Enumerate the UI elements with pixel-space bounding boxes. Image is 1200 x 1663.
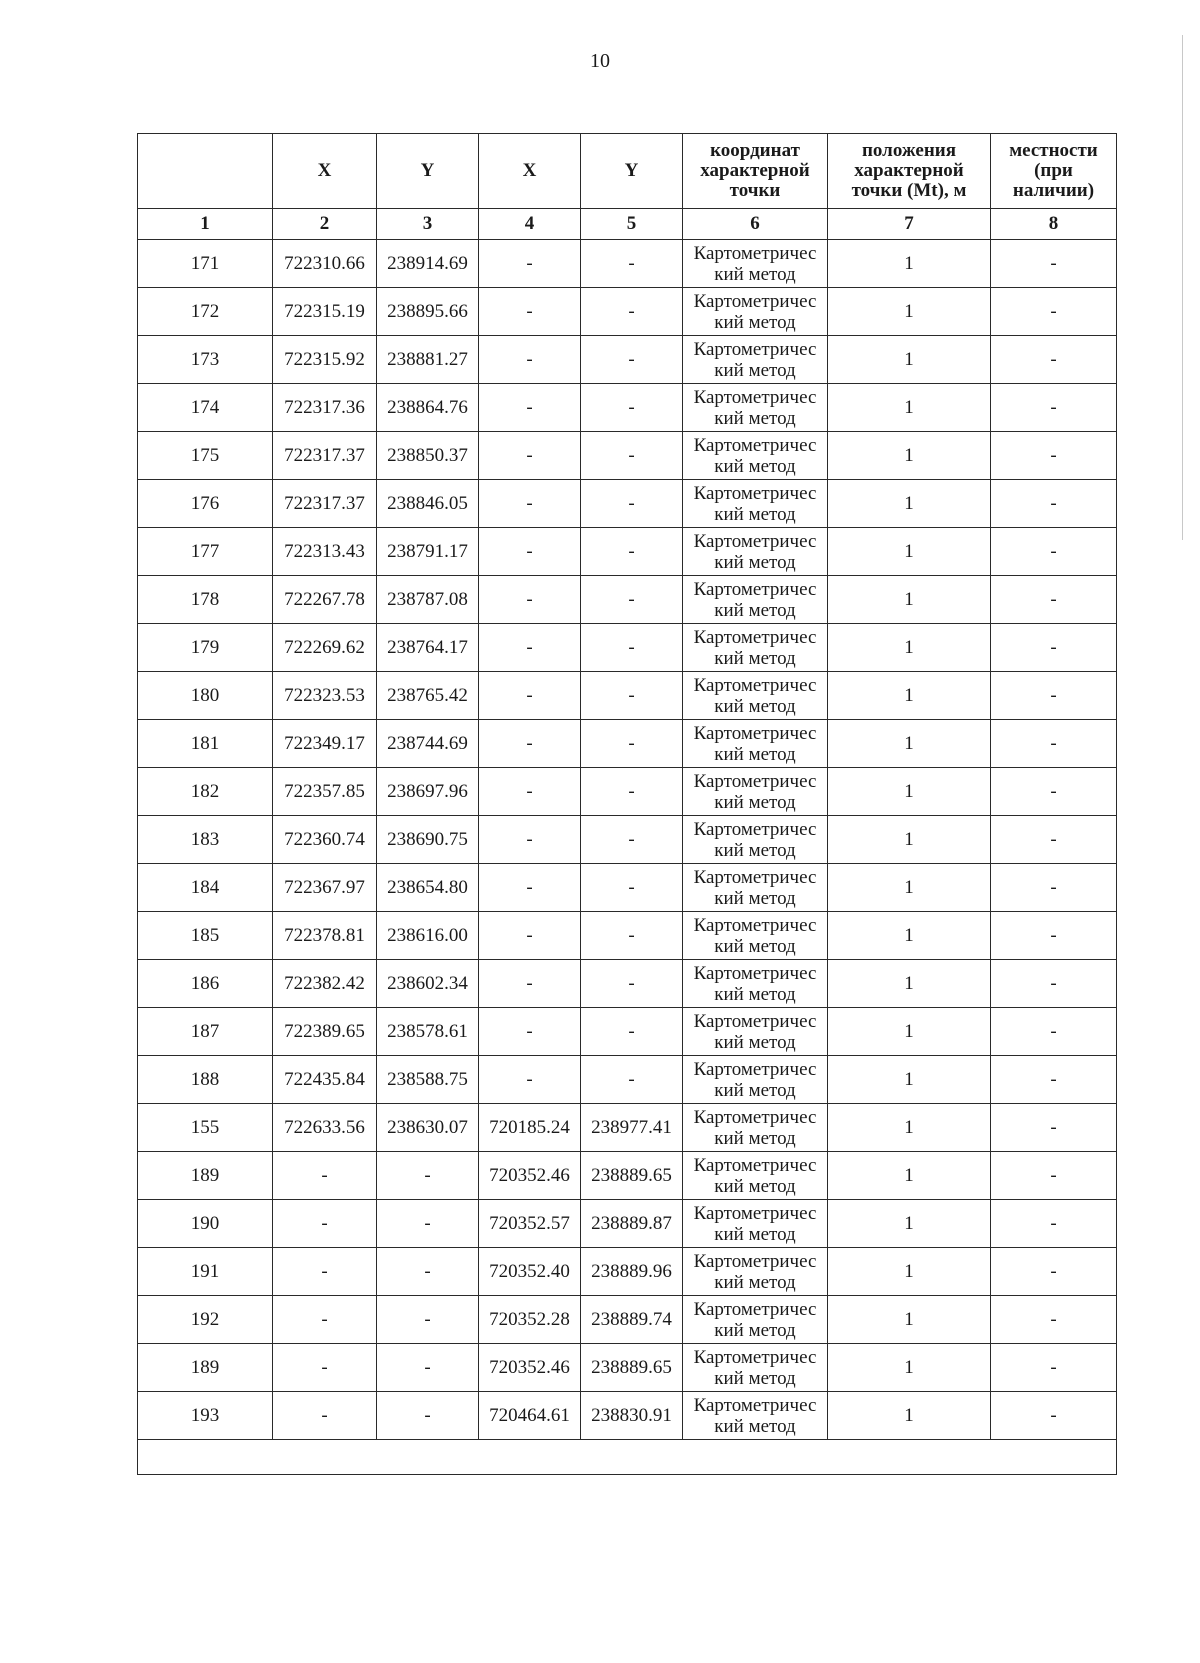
- y-new-cell: -: [581, 432, 683, 480]
- x-new-cell: 720352.40: [479, 1248, 581, 1296]
- method-text-line: Картометричес: [693, 914, 817, 936]
- point-number-cell: 188: [138, 1056, 273, 1104]
- point-number-cell: 183: [138, 816, 273, 864]
- accuracy-cell: 1: [828, 1104, 991, 1152]
- y-new-cell: -: [581, 1056, 683, 1104]
- method-text-line: кий метод: [714, 647, 796, 669]
- x-existing-cell: 722317.37: [273, 432, 377, 480]
- y-existing-cell: 238697.96: [377, 768, 479, 816]
- table-row: [138, 336, 1117, 384]
- y-existing-cell: -: [377, 1392, 479, 1440]
- table-row: [138, 432, 1117, 480]
- x-new-cell: -: [479, 384, 581, 432]
- method-cell: [683, 912, 828, 960]
- point-number-cell: 181: [138, 720, 273, 768]
- table-row: [138, 912, 1117, 960]
- coordinates-table: [137, 133, 1117, 1475]
- y-new-cell: -: [581, 960, 683, 1008]
- method-text-line: кий метод: [714, 1175, 796, 1197]
- y-new-cell: -: [581, 768, 683, 816]
- table-row: [138, 816, 1117, 864]
- accuracy-cell: 1: [828, 384, 991, 432]
- method-text-line: Картометричес: [693, 290, 817, 312]
- page-number: 10: [590, 50, 610, 72]
- table-row: [138, 1200, 1117, 1248]
- y-existing-cell: 238690.75: [377, 816, 479, 864]
- point-number-cell: 178: [138, 576, 273, 624]
- method-cell: [683, 864, 828, 912]
- accuracy-cell: 1: [828, 288, 991, 336]
- method-text-line: кий метод: [714, 599, 796, 621]
- y-existing-cell: 238602.34: [377, 960, 479, 1008]
- scan-edge-line: [1182, 35, 1183, 540]
- method-text-line: Картометричес: [693, 1106, 817, 1128]
- method-cell: [683, 1152, 828, 1200]
- method-cell: [683, 720, 828, 768]
- x-existing-cell: 722378.81: [273, 912, 377, 960]
- accuracy-cell: 1: [828, 1056, 991, 1104]
- accuracy-cell: 1: [828, 1152, 991, 1200]
- method-text-line: кий метод: [714, 983, 796, 1005]
- y-existing-cell: 238895.66: [377, 288, 479, 336]
- x-existing-cell: 722382.42: [273, 960, 377, 1008]
- table-row: [138, 480, 1117, 528]
- description-cell: -: [991, 528, 1117, 576]
- method-cell: [683, 768, 828, 816]
- point-number-cell: 190: [138, 1200, 273, 1248]
- y-existing-cell: 238914.69: [377, 240, 479, 288]
- column-number-row: [138, 209, 1117, 240]
- method-cell: [683, 960, 828, 1008]
- method-text-line: кий метод: [714, 263, 796, 285]
- point-number-cell: 191: [138, 1248, 273, 1296]
- header-description: местности (при наличии): [991, 134, 1117, 209]
- y-existing-cell: -: [377, 1152, 479, 1200]
- point-number-cell: 193: [138, 1392, 273, 1440]
- description-cell: -: [991, 480, 1117, 528]
- accuracy-cell: 1: [828, 672, 991, 720]
- method-cell: [683, 1248, 828, 1296]
- method-text-line: Картометричес: [693, 1298, 817, 1320]
- header-y-new: Y: [581, 134, 683, 209]
- method-cell: [683, 288, 828, 336]
- method-text-line: кий метод: [714, 311, 796, 333]
- point-number-cell: 176: [138, 480, 273, 528]
- column-number: 2: [273, 209, 377, 240]
- accuracy-cell: 1: [828, 1008, 991, 1056]
- y-existing-cell: 238846.05: [377, 480, 479, 528]
- x-new-cell: -: [479, 528, 581, 576]
- method-cell: [683, 624, 828, 672]
- x-existing-cell: 722367.97: [273, 864, 377, 912]
- table-empty-footer-row: [138, 1440, 1117, 1475]
- point-number-cell: 187: [138, 1008, 273, 1056]
- x-existing-cell: -: [273, 1152, 377, 1200]
- description-cell: -: [991, 1248, 1117, 1296]
- method-text-line: Картометричес: [693, 866, 817, 888]
- y-existing-cell: -: [377, 1248, 479, 1296]
- x-existing-cell: 722389.65: [273, 1008, 377, 1056]
- point-number-cell: 189: [138, 1344, 273, 1392]
- description-cell: -: [991, 1392, 1117, 1440]
- method-text-line: Картометричес: [693, 530, 817, 552]
- y-new-cell: 238889.65: [581, 1344, 683, 1392]
- method-text-line: кий метод: [714, 743, 796, 765]
- table-row: [138, 1104, 1117, 1152]
- description-cell: -: [991, 960, 1117, 1008]
- point-number-cell: 172: [138, 288, 273, 336]
- table-row: [138, 240, 1117, 288]
- y-new-cell: -: [581, 528, 683, 576]
- accuracy-cell: 1: [828, 912, 991, 960]
- x-new-cell: -: [479, 336, 581, 384]
- x-new-cell: 720352.28: [479, 1296, 581, 1344]
- x-new-cell: -: [479, 576, 581, 624]
- method-text-line: Картометричес: [693, 1010, 817, 1032]
- x-existing-cell: 722315.92: [273, 336, 377, 384]
- method-cell: [683, 1008, 828, 1056]
- table-row: [138, 1248, 1117, 1296]
- method-text-line: Картометричес: [693, 674, 817, 696]
- point-number-cell: 186: [138, 960, 273, 1008]
- method-cell: [683, 816, 828, 864]
- table-body: [138, 240, 1117, 1440]
- method-text-line: кий метод: [714, 1127, 796, 1149]
- header-method: координат характерной точки: [683, 134, 828, 209]
- method-text-line: кий метод: [714, 1367, 796, 1389]
- description-cell: -: [991, 1200, 1117, 1248]
- x-new-cell: -: [479, 720, 581, 768]
- method-text-line: Картометричес: [693, 1346, 817, 1368]
- description-cell: -: [991, 288, 1117, 336]
- method-text-line: Картометричес: [693, 962, 817, 984]
- method-text-line: Картометричес: [693, 1202, 817, 1224]
- x-new-cell: -: [479, 480, 581, 528]
- x-existing-cell: -: [273, 1248, 377, 1296]
- point-number-cell: 182: [138, 768, 273, 816]
- method-text-line: кий метод: [714, 1223, 796, 1245]
- point-number-cell: 155: [138, 1104, 273, 1152]
- accuracy-cell: 1: [828, 480, 991, 528]
- method-text-line: Картометричес: [693, 626, 817, 648]
- y-existing-cell: 238744.69: [377, 720, 479, 768]
- method-text-line: кий метод: [714, 407, 796, 429]
- description-cell: -: [991, 576, 1117, 624]
- method-text-line: кий метод: [714, 1415, 796, 1437]
- method-cell: [683, 1200, 828, 1248]
- description-cell: -: [991, 768, 1117, 816]
- method-cell: [683, 1296, 828, 1344]
- x-new-cell: -: [479, 672, 581, 720]
- accuracy-cell: 1: [828, 336, 991, 384]
- x-existing-cell: 722317.36: [273, 384, 377, 432]
- y-new-cell: -: [581, 1008, 683, 1056]
- method-text-line: кий метод: [714, 1271, 796, 1293]
- y-existing-cell: 238654.80: [377, 864, 479, 912]
- accuracy-cell: 1: [828, 768, 991, 816]
- y-new-cell: -: [581, 288, 683, 336]
- x-existing-cell: 722360.74: [273, 816, 377, 864]
- table-row: [138, 1392, 1117, 1440]
- method-text-line: Картометричес: [693, 1250, 817, 1272]
- y-existing-cell: 238588.75: [377, 1056, 479, 1104]
- method-text-line: кий метод: [714, 887, 796, 909]
- table-row: [138, 960, 1117, 1008]
- description-cell: -: [991, 624, 1117, 672]
- description-cell: -: [991, 1104, 1117, 1152]
- table-row: [138, 384, 1117, 432]
- y-existing-cell: 238850.37: [377, 432, 479, 480]
- accuracy-cell: 1: [828, 864, 991, 912]
- column-number: 5: [581, 209, 683, 240]
- x-new-cell: 720352.46: [479, 1152, 581, 1200]
- point-number-cell: 175: [138, 432, 273, 480]
- point-number-cell: 192: [138, 1296, 273, 1344]
- x-new-cell: -: [479, 912, 581, 960]
- y-existing-cell: 238864.76: [377, 384, 479, 432]
- column-number: 7: [828, 209, 991, 240]
- accuracy-cell: 1: [828, 1344, 991, 1392]
- x-new-cell: -: [479, 864, 581, 912]
- description-cell: -: [991, 1152, 1117, 1200]
- x-existing-cell: 722267.78: [273, 576, 377, 624]
- x-existing-cell: -: [273, 1296, 377, 1344]
- method-cell: [683, 1056, 828, 1104]
- accuracy-cell: 1: [828, 960, 991, 1008]
- y-new-cell: -: [581, 672, 683, 720]
- header-accuracy: положения характерной точки (Mt), м: [828, 134, 991, 209]
- method-text-line: Картометричес: [693, 578, 817, 600]
- point-number-cell: 171: [138, 240, 273, 288]
- point-number-cell: 180: [138, 672, 273, 720]
- method-text-line: кий метод: [714, 695, 796, 717]
- method-cell: [683, 432, 828, 480]
- point-number-cell: 174: [138, 384, 273, 432]
- description-cell: -: [991, 912, 1117, 960]
- method-text-line: Картометричес: [693, 482, 817, 504]
- x-existing-cell: 722313.43: [273, 528, 377, 576]
- x-existing-cell: -: [273, 1344, 377, 1392]
- method-text-line: кий метод: [714, 1319, 796, 1341]
- y-new-cell: -: [581, 576, 683, 624]
- column-number: 1: [138, 209, 273, 240]
- x-new-cell: 720464.61: [479, 1392, 581, 1440]
- accuracy-cell: 1: [828, 1200, 991, 1248]
- header-x-new: X: [479, 134, 581, 209]
- table-row: [138, 672, 1117, 720]
- x-existing-cell: 722315.19: [273, 288, 377, 336]
- y-new-cell: -: [581, 720, 683, 768]
- table-row: [138, 1008, 1117, 1056]
- y-existing-cell: -: [377, 1344, 479, 1392]
- column-number: 6: [683, 209, 828, 240]
- y-new-cell: -: [581, 864, 683, 912]
- accuracy-cell: 1: [828, 576, 991, 624]
- x-new-cell: 720352.46: [479, 1344, 581, 1392]
- x-existing-cell: -: [273, 1200, 377, 1248]
- description-cell: -: [991, 336, 1117, 384]
- x-new-cell: -: [479, 624, 581, 672]
- method-text-line: Картометричес: [693, 1394, 817, 1416]
- accuracy-cell: 1: [828, 816, 991, 864]
- description-cell: -: [991, 240, 1117, 288]
- method-cell: [683, 240, 828, 288]
- point-number-cell: 177: [138, 528, 273, 576]
- accuracy-cell: 1: [828, 720, 991, 768]
- description-cell: -: [991, 720, 1117, 768]
- table-row: [138, 1296, 1117, 1344]
- x-existing-cell: 722317.37: [273, 480, 377, 528]
- method-text-line: Картометричес: [693, 1058, 817, 1080]
- method-cell: [683, 576, 828, 624]
- x-new-cell: 720352.57: [479, 1200, 581, 1248]
- x-new-cell: -: [479, 240, 581, 288]
- accuracy-cell: 1: [828, 1296, 991, 1344]
- empty-footer-cell: [138, 1440, 1117, 1475]
- y-new-cell: 238889.65: [581, 1152, 683, 1200]
- table-row: [138, 864, 1117, 912]
- y-existing-cell: 238578.61: [377, 1008, 479, 1056]
- x-new-cell: -: [479, 432, 581, 480]
- y-existing-cell: 238881.27: [377, 336, 479, 384]
- method-cell: [683, 528, 828, 576]
- table-header-row: [138, 134, 1117, 209]
- x-existing-cell: 722269.62: [273, 624, 377, 672]
- table-row: [138, 576, 1117, 624]
- y-new-cell: 238977.41: [581, 1104, 683, 1152]
- header-x-existing: X: [273, 134, 377, 209]
- description-cell: -: [991, 1008, 1117, 1056]
- y-new-cell: -: [581, 912, 683, 960]
- x-existing-cell: 722633.56: [273, 1104, 377, 1152]
- y-new-cell: -: [581, 336, 683, 384]
- description-cell: -: [991, 384, 1117, 432]
- y-new-cell: -: [581, 240, 683, 288]
- method-text-line: кий метод: [714, 935, 796, 957]
- method-cell: [683, 1104, 828, 1152]
- method-cell: [683, 1344, 828, 1392]
- point-number-cell: 179: [138, 624, 273, 672]
- method-text-line: кий метод: [714, 1079, 796, 1101]
- x-existing-cell: 722323.53: [273, 672, 377, 720]
- method-text-line: Картометричес: [693, 818, 817, 840]
- description-cell: -: [991, 672, 1117, 720]
- method-text-line: кий метод: [714, 503, 796, 525]
- y-new-cell: 238889.74: [581, 1296, 683, 1344]
- x-existing-cell: 722435.84: [273, 1056, 377, 1104]
- header-y-existing: Y: [377, 134, 479, 209]
- y-existing-cell: 238616.00: [377, 912, 479, 960]
- method-text-line: кий метод: [714, 455, 796, 477]
- point-number-cell: 189: [138, 1152, 273, 1200]
- method-text-line: кий метод: [714, 839, 796, 861]
- accuracy-cell: 1: [828, 624, 991, 672]
- point-number-cell: 185: [138, 912, 273, 960]
- accuracy-cell: 1: [828, 432, 991, 480]
- y-existing-cell: -: [377, 1296, 479, 1344]
- x-existing-cell: 722310.66: [273, 240, 377, 288]
- y-new-cell: -: [581, 384, 683, 432]
- description-cell: -: [991, 1056, 1117, 1104]
- method-text-line: кий метод: [714, 551, 796, 573]
- accuracy-cell: 1: [828, 528, 991, 576]
- y-new-cell: 238889.87: [581, 1200, 683, 1248]
- table-row: [138, 720, 1117, 768]
- table-row: [138, 1056, 1117, 1104]
- table-row: [138, 1152, 1117, 1200]
- method-text-line: кий метод: [714, 359, 796, 381]
- x-new-cell: -: [479, 1008, 581, 1056]
- y-new-cell: -: [581, 624, 683, 672]
- description-cell: -: [991, 1344, 1117, 1392]
- description-cell: -: [991, 816, 1117, 864]
- x-new-cell: 720185.24: [479, 1104, 581, 1152]
- table-row: [138, 288, 1117, 336]
- header-point-number: [138, 134, 273, 209]
- method-text-line: Картометричес: [693, 434, 817, 456]
- y-existing-cell: 238787.08: [377, 576, 479, 624]
- description-cell: -: [991, 1296, 1117, 1344]
- method-cell: [683, 384, 828, 432]
- table-row: [138, 1344, 1117, 1392]
- table-row: [138, 624, 1117, 672]
- description-cell: -: [991, 864, 1117, 912]
- accuracy-cell: 1: [828, 1248, 991, 1296]
- method-cell: [683, 1392, 828, 1440]
- method-text-line: кий метод: [714, 791, 796, 813]
- y-new-cell: 238889.96: [581, 1248, 683, 1296]
- method-cell: [683, 336, 828, 384]
- x-new-cell: -: [479, 768, 581, 816]
- y-new-cell: -: [581, 816, 683, 864]
- method-text-line: кий метод: [714, 1031, 796, 1053]
- table-row: [138, 528, 1117, 576]
- x-new-cell: -: [479, 816, 581, 864]
- x-existing-cell: 722349.17: [273, 720, 377, 768]
- method-text-line: Картометричес: [693, 338, 817, 360]
- point-number-cell: 173: [138, 336, 273, 384]
- description-cell: -: [991, 432, 1117, 480]
- x-existing-cell: -: [273, 1392, 377, 1440]
- y-existing-cell: 238765.42: [377, 672, 479, 720]
- y-existing-cell: 238791.17: [377, 528, 479, 576]
- y-new-cell: 238830.91: [581, 1392, 683, 1440]
- y-existing-cell: 238764.17: [377, 624, 479, 672]
- table-row: [138, 768, 1117, 816]
- method-text-line: Картометричес: [693, 386, 817, 408]
- y-new-cell: -: [581, 480, 683, 528]
- column-number: 3: [377, 209, 479, 240]
- method-text-line: Картометричес: [693, 242, 817, 264]
- accuracy-cell: 1: [828, 1392, 991, 1440]
- method-cell: [683, 480, 828, 528]
- method-text-line: Картометричес: [693, 722, 817, 744]
- y-existing-cell: 238630.07: [377, 1104, 479, 1152]
- point-number-cell: 184: [138, 864, 273, 912]
- x-new-cell: -: [479, 1056, 581, 1104]
- y-existing-cell: -: [377, 1200, 479, 1248]
- method-text-line: Картометричес: [693, 770, 817, 792]
- column-number: 4: [479, 209, 581, 240]
- column-number: 8: [991, 209, 1117, 240]
- x-existing-cell: 722357.85: [273, 768, 377, 816]
- accuracy-cell: 1: [828, 240, 991, 288]
- x-new-cell: -: [479, 288, 581, 336]
- x-new-cell: -: [479, 960, 581, 1008]
- method-cell: [683, 672, 828, 720]
- method-text-line: Картометричес: [693, 1154, 817, 1176]
